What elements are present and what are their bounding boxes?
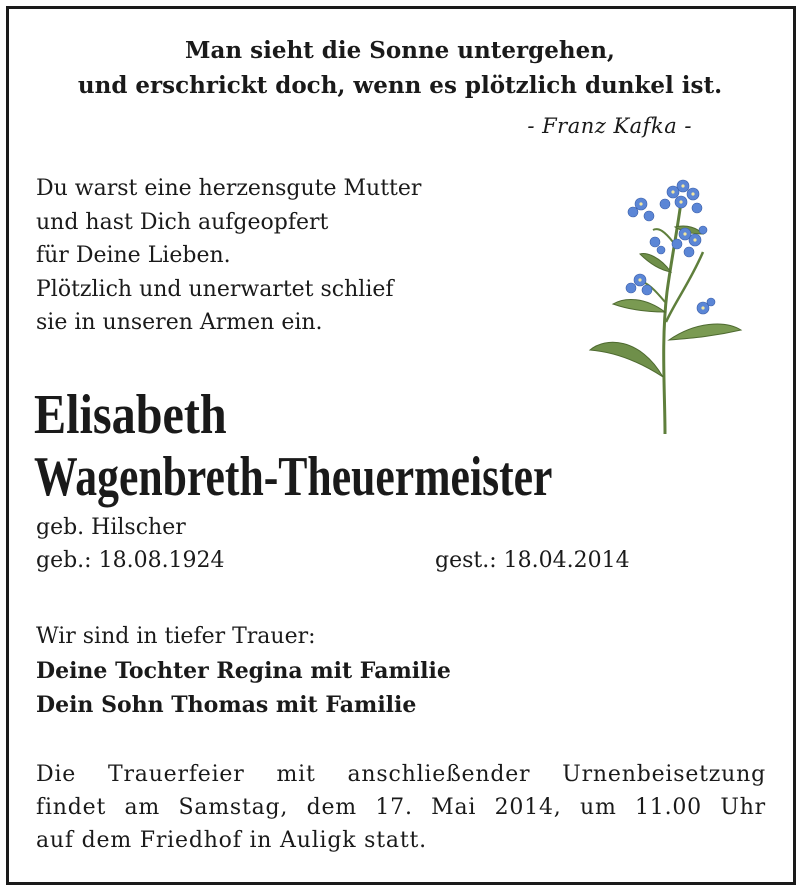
poem-line: für Deine Lieben.: [36, 243, 231, 268]
service-line: auf dem Friedhof in Auligk statt.: [36, 828, 427, 853]
quote-author: - Franz Kafka -: [527, 114, 692, 138]
mourners-intro: Wir sind in tiefer Trauer:: [36, 624, 316, 649]
service-line: Die Trauerfeier mit anschließender Urnenbeisetzung: [36, 762, 766, 787]
quote-line-2: und erschrickt doch, wenn es plötzlich dunkel ist.: [77, 72, 723, 99]
poem-line: Plötzlich und unerwartet schlief: [36, 276, 394, 302]
mourner-family: Dein Sohn Thomas mit Familie: [36, 692, 417, 718]
maiden-name: geb. Hilscher: [36, 515, 186, 540]
forget-me-not-flower-icon: [585, 172, 745, 437]
birth-date: geb.: 18.08.1924: [36, 548, 225, 573]
poem: [36, 172, 421, 340]
service-line: findet am Samstag, dem 17. Mai 2014, um 11.00 Uhr: [36, 795, 766, 820]
deceased-first-name: Elisabeth: [34, 384, 227, 446]
poem-line: sie in unseren Armen ein.: [36, 310, 323, 335]
mourner-family: Deine Tochter Regina mit Familie: [36, 658, 451, 684]
poem-line: Du warst eine herzensgute Mutter: [36, 176, 422, 201]
quote-line-1: Man sieht die Sonne untergehen,: [185, 37, 615, 64]
death-date: gest.: 18.04.2014: [435, 548, 630, 573]
poem-line: und hast Dich aufgeopfert: [36, 209, 329, 235]
deceased-last-name: Wagenbreth-Theuermeister: [34, 446, 553, 508]
